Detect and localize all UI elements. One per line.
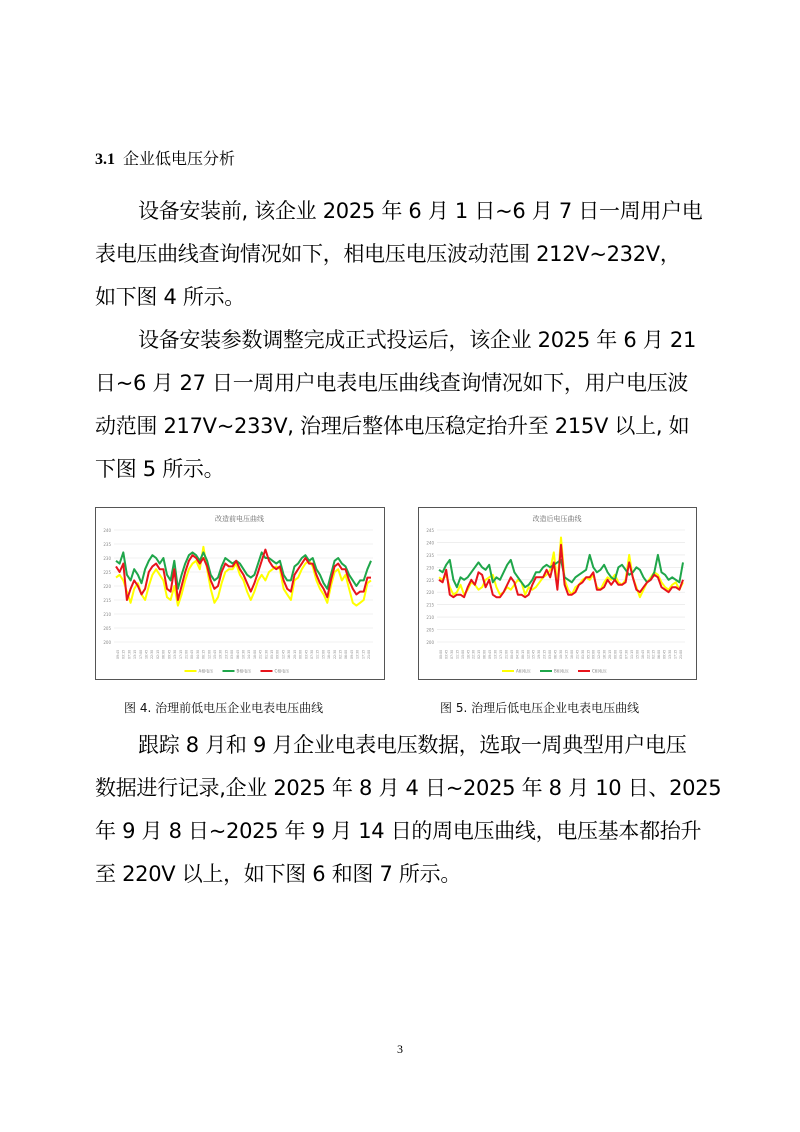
paragraph-line: 如下图 4 所示。 [95, 285, 246, 309]
x-tick-label: 15:00 [321, 649, 326, 659]
x-tick-label: 03:15 [121, 649, 126, 659]
y-tick-label: 225 [426, 577, 434, 583]
x-tick-label: 13:30 [173, 649, 178, 659]
y-tick-label: 215 [103, 598, 111, 603]
paragraph-line: 设备安装前, 该企业 2025 年 6 月 1 日~6 月 7 日一周用户电 [138, 199, 703, 223]
x-tick-label: 07:30 [449, 649, 454, 659]
x-tick-label: 08:15 [520, 649, 525, 659]
x-tick-label: 20:15 [292, 649, 297, 659]
x-tick-label: 22:30 [332, 649, 337, 659]
x-tick-label: 21:00 [504, 649, 509, 659]
y-tick-label: 240 [103, 528, 111, 533]
x-tick-label: 17:15 [178, 649, 183, 659]
x-tick-label: 23:15 [224, 649, 229, 659]
x-tick-label: 12:00 [526, 649, 531, 659]
x-tick-label: 06:00 [657, 649, 662, 659]
x-tick-label: 16:30 [287, 649, 292, 659]
x-tick-label: 00:00 [439, 649, 443, 659]
x-tick-label: 06:45 [553, 649, 558, 659]
x-tick-label: 02:15 [338, 649, 343, 659]
legend-label: C相电压 [274, 668, 290, 674]
x-tick-label: 09:45 [662, 649, 667, 659]
chart-title: 改造前电压曲线 [215, 515, 264, 523]
y-tick-label: 220 [103, 584, 111, 589]
x-tick-label: 19:30 [537, 649, 542, 659]
x-tick-label: 09:00 [275, 649, 280, 659]
section-title: 企业低电压分析 [123, 151, 236, 168]
y-tick-label: 205 [426, 627, 434, 633]
x-tick-label: 21:45 [575, 649, 580, 659]
x-tick-label: 12:45 [281, 649, 286, 659]
x-tick-label: 14:15 [247, 649, 252, 659]
y-tick-label: 210 [103, 612, 111, 617]
legend-label: B相电压 [554, 668, 569, 674]
x-tick-label: 02:15 [477, 649, 482, 659]
x-tick-label: 12:45 [597, 649, 602, 659]
legend-label: A相电压 [198, 668, 214, 674]
x-tick-label: 07:30 [309, 649, 314, 659]
y-tick-label: 225 [103, 570, 111, 575]
paragraph-line: 表电压曲线查询情况如下，相电压电压波动范围 212V~232V， [95, 242, 681, 266]
x-tick-label: 18:00 [252, 649, 257, 659]
y-tick-label: 210 [426, 615, 434, 621]
page-number: 3 [397, 1042, 403, 1056]
paragraph-line: 日~6 月 27 日一周用户电表电压曲线查询情况如下，用户电压波 [95, 371, 689, 395]
x-tick-label: 18:45 [640, 649, 645, 659]
x-tick-label: 15:00 [460, 649, 465, 659]
paragraph-line: 设备安装参数调整完成正式投运后，该企业 2025 年 6 月 21 [138, 328, 697, 352]
x-tick-label: 17:15 [499, 649, 503, 659]
x-tick-label: 23:15 [542, 649, 547, 659]
x-tick-label: 04:30 [515, 649, 520, 659]
legend-label: C相电压 [592, 668, 607, 674]
x-tick-label: 22:30 [646, 649, 651, 659]
x-tick-label: 15:45 [531, 649, 536, 659]
x-tick-label: 17:15 [673, 649, 678, 659]
paragraph-line: 至 220V 以上，如下图 6 和图 7 所示。 [95, 862, 462, 886]
x-tick-label: 00:00 [298, 649, 303, 659]
y-tick-label: 220 [426, 590, 434, 596]
x-tick-label: 02:15 [651, 649, 656, 659]
x-tick-label: 06:00 [344, 649, 349, 659]
x-tick-label: 09:45 [349, 649, 354, 659]
section-number: 3.1 [95, 151, 115, 168]
x-tick-label: 06:00 [482, 649, 487, 659]
x-tick-label: 06:45 [235, 649, 240, 659]
x-tick-label: 10:30 [241, 649, 246, 659]
x-tick-label: 13:30 [493, 649, 498, 659]
x-tick-label: 16:30 [602, 649, 607, 659]
y-tick-label: 205 [103, 626, 111, 631]
series-line [439, 545, 683, 597]
x-tick-label: 03:45 [444, 649, 449, 659]
section-heading [95, 146, 235, 169]
x-tick-label: 13:30 [355, 649, 360, 659]
x-tick-label: 12:00 [207, 649, 212, 659]
figure-5-chart [418, 507, 697, 680]
voltage-line-chart-before [96, 508, 383, 678]
x-tick-label: 11:15 [315, 649, 320, 659]
x-tick-label: 19:30 [218, 649, 223, 659]
figure-5-caption: 图 5. 治理后低电压企业电表电压曲线 [440, 701, 640, 715]
legend-label: A相电压 [516, 668, 531, 674]
x-tick-label: 18:45 [144, 649, 149, 659]
x-tick-label: 10:30 [559, 649, 563, 659]
x-tick-label: 09:00 [591, 649, 596, 659]
x-tick-label: 13:30 [668, 649, 673, 659]
x-tick-label: 18:45 [327, 649, 332, 659]
x-tick-label: 17:00 [138, 649, 143, 659]
x-tick-label: 21:00 [184, 649, 189, 659]
x-tick-label: 03:45 [619, 649, 623, 659]
x-tick-label: 11:15 [629, 649, 634, 659]
paragraph-2 [95, 319, 707, 491]
x-tick-label: 17:15 [361, 649, 366, 659]
y-tick-label: 235 [103, 542, 111, 547]
paragraph-1 [95, 190, 707, 319]
x-tick-label: 00:45 [190, 649, 195, 659]
x-tick-label: 01:30 [580, 649, 585, 659]
x-tick-label: 11:15 [455, 649, 460, 659]
x-tick-label: 08:15 [201, 649, 206, 659]
x-tick-label: 07:30 [624, 649, 629, 659]
y-tick-label: 240 [426, 540, 434, 546]
figure-4-chart [95, 507, 385, 680]
y-tick-label: 200 [426, 640, 434, 645]
x-tick-label: 04:30 [195, 649, 200, 659]
x-tick-label: 09:45 [488, 649, 493, 659]
x-tick-label: 09:45 [116, 649, 120, 659]
x-tick-label: 05:15 [270, 649, 275, 659]
paragraph-line: 数据进行记录,企业 2025 年 8 月 4 日~2025 年 8 月 10 日、2025 [95, 776, 722, 800]
y-tick-label: 215 [426, 602, 434, 608]
y-tick-label: 245 [426, 528, 434, 533]
x-tick-label: 00:45 [509, 649, 514, 659]
x-tick-label: 02:15 [155, 649, 160, 659]
x-tick-label: 21:45 [258, 649, 263, 659]
x-tick-label: 21:00 [367, 649, 371, 659]
paragraph-3 [95, 724, 722, 896]
voltage-line-chart-after [419, 508, 695, 678]
x-tick-label: 00:00 [613, 649, 618, 659]
x-tick-label: 22:30 [471, 649, 476, 659]
x-tick-label: 06:00 [161, 649, 166, 659]
x-tick-label: 01:30 [264, 649, 269, 659]
y-tick-label: 230 [426, 565, 434, 571]
x-tick-label: 07:30 [127, 649, 132, 659]
x-tick-label: 14:15 [564, 649, 569, 659]
paragraph-line: 年 9 月 8 日~2025 年 9 月 14 日的周电压曲线，电压基本都抬升 [95, 819, 702, 843]
y-tick-label: 230 [103, 556, 111, 561]
y-tick-label: 200 [103, 640, 111, 645]
x-tick-label: 15:00 [635, 649, 640, 659]
x-tick-label: 03:00 [230, 649, 235, 659]
x-tick-label: 18:45 [466, 649, 471, 659]
x-tick-label: 21:00 [679, 649, 683, 659]
x-tick-label: 15:45 [212, 649, 217, 659]
x-tick-label: 05:15 [586, 649, 591, 659]
paragraph-line: 下图 5 所示。 [95, 457, 225, 481]
x-tick-label: 13:15 [133, 649, 138, 659]
x-tick-label: 22:30 [150, 649, 155, 659]
x-tick-label: 03:00 [548, 649, 553, 659]
chart-title: 改造后电压曲线 [532, 515, 582, 523]
paragraph-line: 动范围 217V~233V, 治理后整体电压稳定抬升至 215V 以上, 如 [95, 414, 690, 438]
x-tick-label: 20:15 [608, 649, 613, 659]
x-tick-label: 09:45 [167, 649, 172, 659]
paragraph-line: 跟踪 8 月和 9 月企业电表电压数据，选取一周典型用户电压 [138, 733, 687, 757]
x-tick-label: 18:00 [569, 649, 574, 659]
y-tick-label: 235 [426, 552, 434, 558]
legend-label: B相电压 [236, 668, 252, 674]
figure-4-caption: 图 4. 治理前低电压企业电表电压曲线 [124, 701, 324, 715]
x-tick-label: 03:45 [304, 649, 309, 659]
